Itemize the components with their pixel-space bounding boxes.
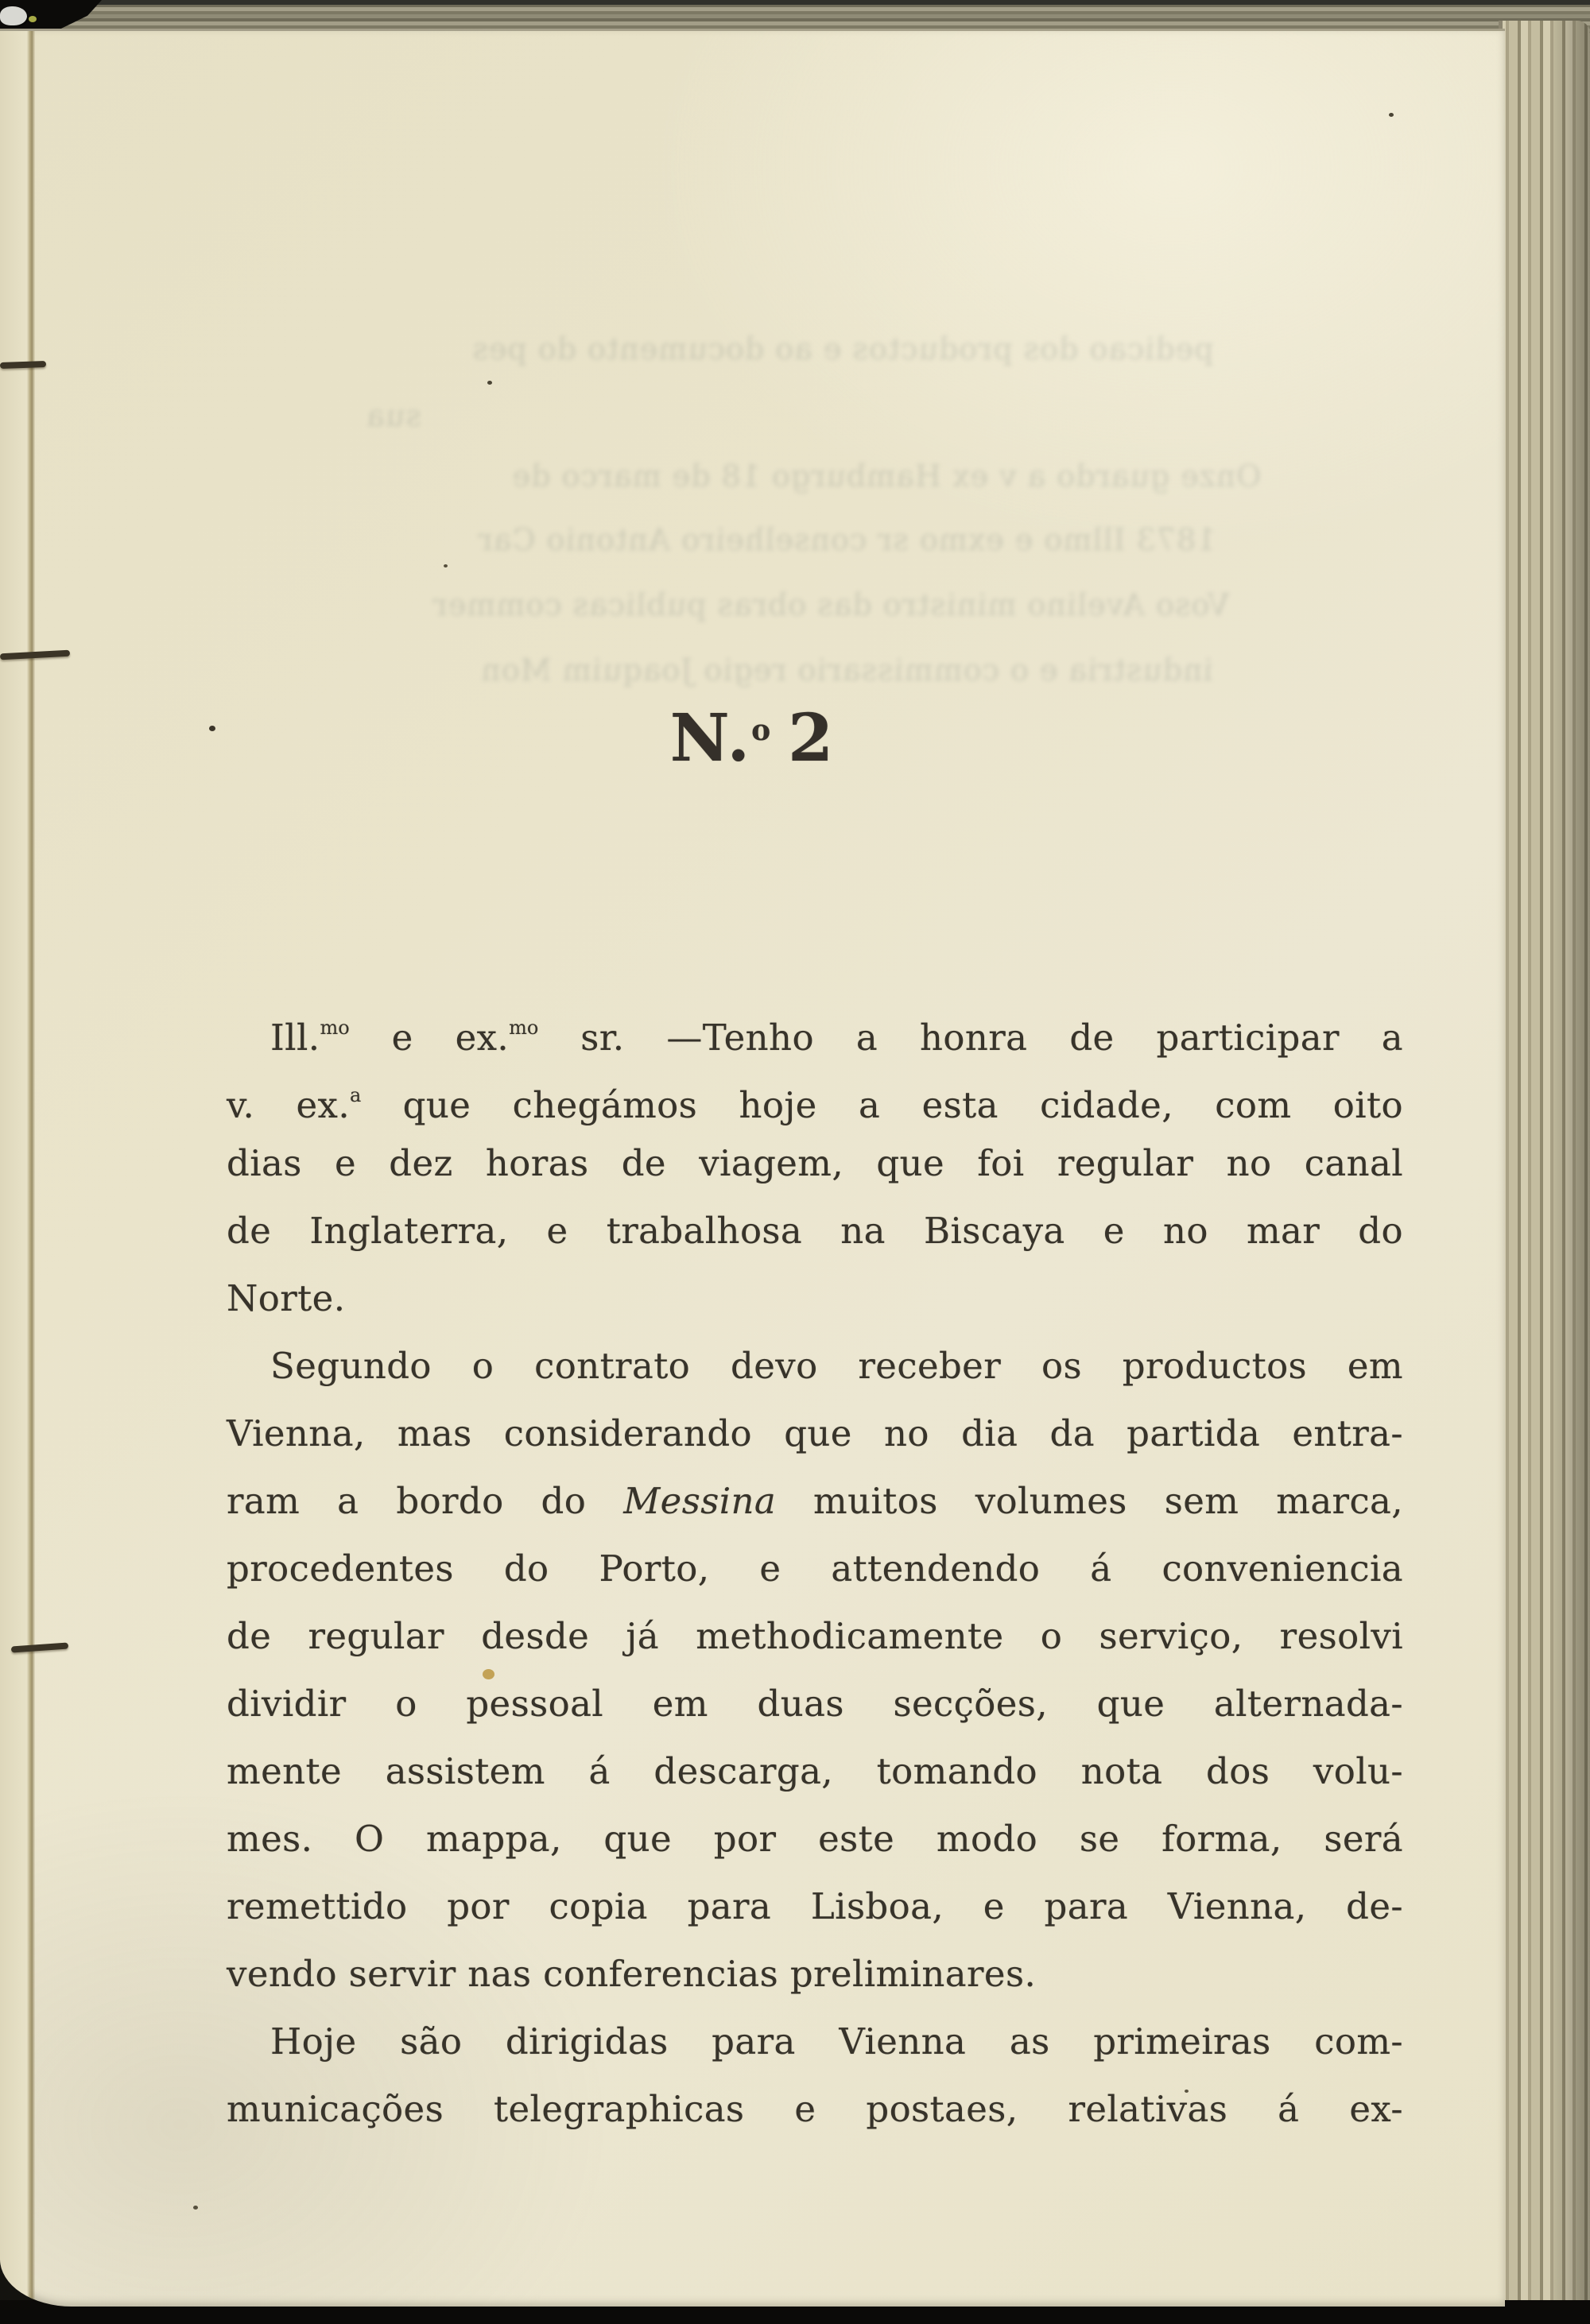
text-line xyxy=(227,1602,1403,1670)
text-line xyxy=(227,1332,1403,1400)
text-run: ram a bordo do xyxy=(227,1480,624,1522)
text-run: Segundo o contrato devo receber os productos em xyxy=(270,1345,1403,1387)
text-line xyxy=(227,1197,1403,1265)
text-line xyxy=(227,1400,1403,1467)
section-heading xyxy=(0,700,1505,777)
paper-fleck xyxy=(0,6,27,25)
text-run: sr. —Tenho a honra de participar a xyxy=(538,1017,1404,1059)
text-run: e ex. xyxy=(349,1017,510,1059)
paper-speck xyxy=(444,564,448,567)
heading-ordinal: o xyxy=(751,713,771,748)
paper-speck xyxy=(487,381,492,385)
text-run: Vienna, mas considerando que no dia da partida entra- xyxy=(227,1412,1403,1454)
text-run: v. ex. xyxy=(227,1084,351,1126)
stitch-mark xyxy=(0,361,46,369)
bleedthrough-line: 1873 Illmo e exmo sr conselheiro Antonio Car xyxy=(477,522,1216,557)
superscript: a xyxy=(350,1084,362,1106)
text-line xyxy=(227,1062,1403,1129)
text-line xyxy=(227,1670,1403,1737)
text-line xyxy=(227,1467,1403,1535)
bleedthrough-line: sua xyxy=(366,398,421,433)
ship-name: Messina xyxy=(623,1480,777,1522)
text-run: municações telegraphicas e postaes, relativas á ex- xyxy=(227,2088,1403,2130)
bleedthrough-line: industria e o commissario regio Joaquim Mon xyxy=(480,653,1213,688)
text-run: procedentes do Porto, e attendendo á conveniencia xyxy=(227,1547,1403,1590)
text-run: que chegámos hoje a esta cidade, com oito xyxy=(361,1084,1403,1126)
page-fold-line xyxy=(27,31,35,2307)
text-line xyxy=(227,1129,1403,1197)
heading-prefix: N. xyxy=(669,700,752,777)
text-line xyxy=(227,1873,1403,1940)
text-line xyxy=(227,2075,1403,2143)
letter-body xyxy=(227,994,1403,2143)
text-run: vendo servir nas conferencias preliminares. xyxy=(227,1953,1037,1995)
text-run: remettido por copia para Lisboa, e para Vienna, de- xyxy=(227,1885,1403,1927)
text-line xyxy=(227,1940,1403,2008)
text-run: Norte. xyxy=(227,1277,346,1319)
text-line xyxy=(227,1265,1403,1332)
superscript: mo xyxy=(509,1017,539,1039)
bleedthrough-line: pedicao dos productos e ao documento do pes xyxy=(471,331,1214,366)
bleedthrough-line: Voso Avelino ministro das obras publicas commer xyxy=(432,587,1230,622)
text-run: de Inglaterra, e trabalhosa na Biscaya e no mar do xyxy=(227,1210,1403,1252)
text-line xyxy=(227,2008,1403,2075)
superscript: mo xyxy=(320,1017,350,1039)
text-run: dias e dez horas de viagem, que foi regular no canal xyxy=(227,1142,1403,1184)
book-top-page-edges xyxy=(0,0,1590,32)
gutter-shade xyxy=(0,31,29,2307)
book-page xyxy=(0,29,1505,2307)
text-run: mes. O mappa, que por este modo se forma, será xyxy=(227,1818,1403,1860)
paper-speck xyxy=(193,2206,198,2210)
text-line xyxy=(227,1737,1403,1805)
text-run: Hoje são dirigidas para Vienna as primeiras com- xyxy=(270,2020,1403,2063)
bleedthrough-line: Onze guardo a v ex Hamburgo 18 de marco de xyxy=(511,459,1262,494)
text-line xyxy=(227,1535,1403,1602)
text-run: muitos volumes sem marca, xyxy=(776,1480,1403,1522)
book-right-page-edges xyxy=(1499,21,1590,2310)
paper-fleck xyxy=(29,16,37,22)
heading-number: 2 xyxy=(788,700,836,777)
text-run: Ill. xyxy=(270,1017,320,1059)
paper-speck xyxy=(1389,113,1394,117)
text-run: dividir o pessoal em duas secções, que alternada- xyxy=(227,1683,1403,1725)
text-run: de regular desde já methodicamente o serviço, resolvi xyxy=(227,1615,1403,1657)
text-run: mente assistem á descarga, tomando nota dos volu- xyxy=(227,1750,1403,1792)
text-line xyxy=(227,1805,1403,1873)
text-line xyxy=(227,994,1403,1062)
